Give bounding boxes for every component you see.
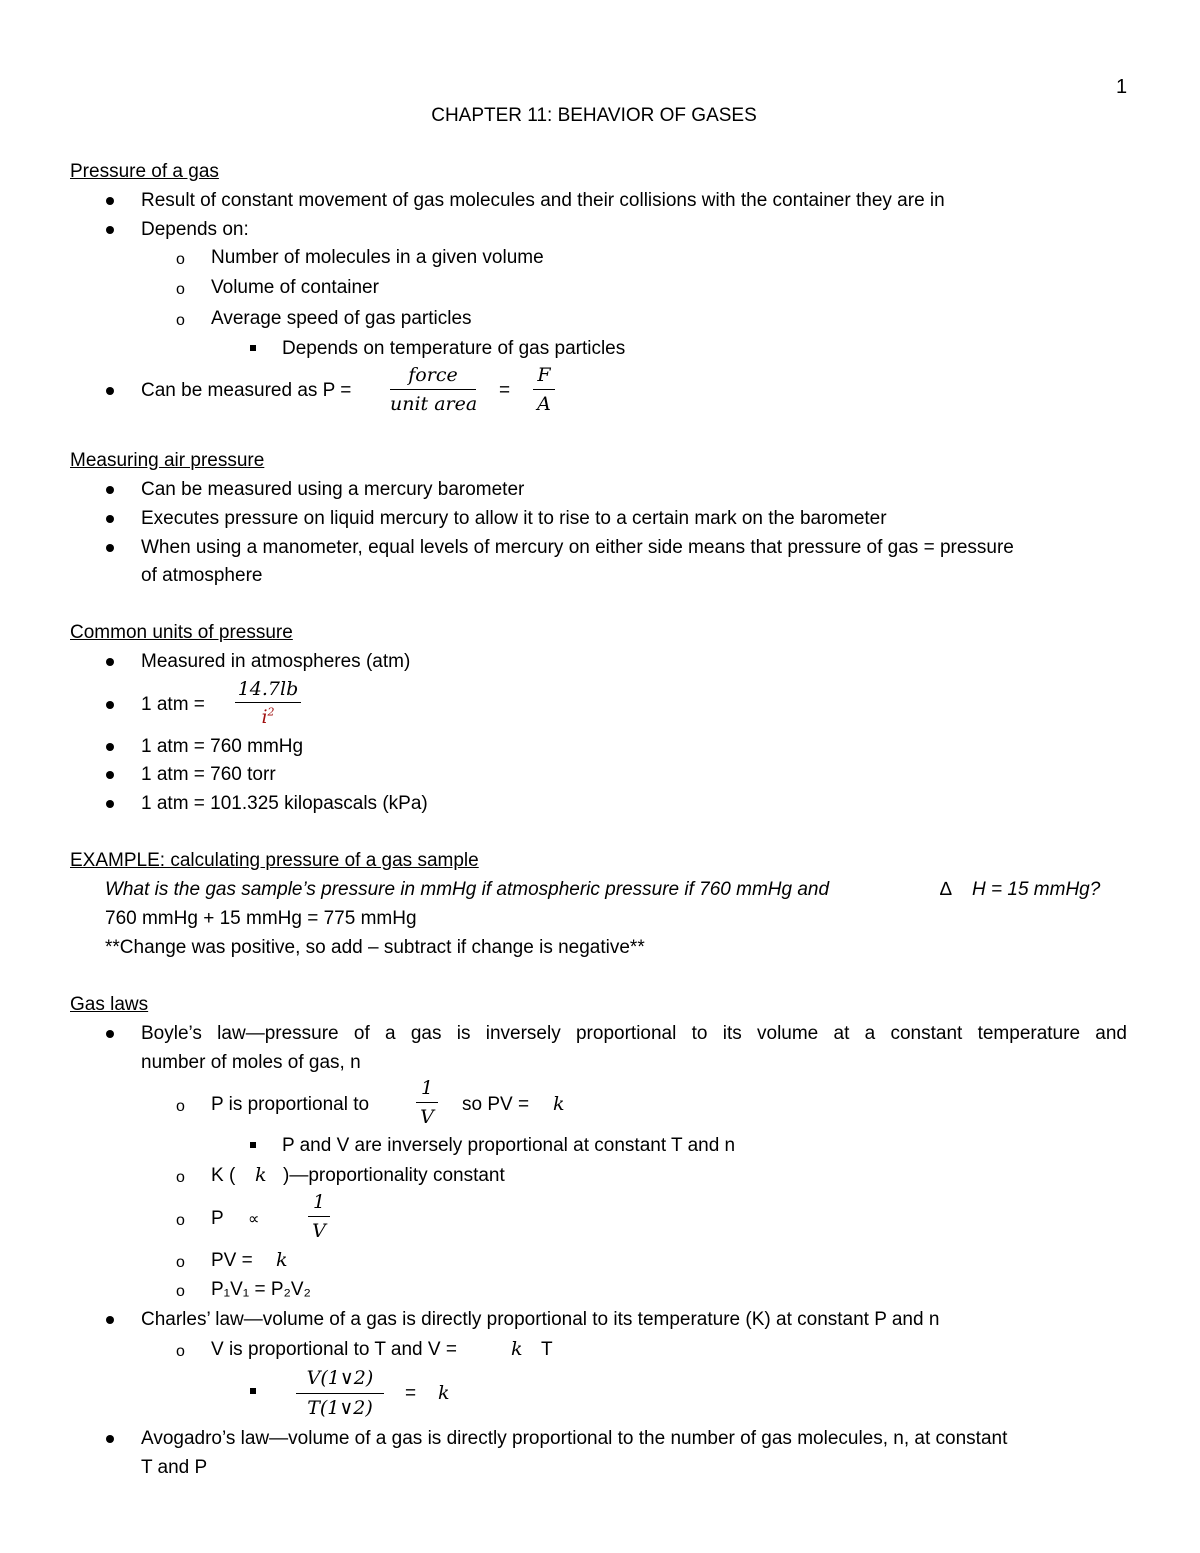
list-item-continuation: number of moles of gas, n bbox=[141, 1052, 361, 1073]
fraction-bar bbox=[390, 389, 476, 390]
bullet-icon bbox=[106, 387, 114, 395]
page-number: 1 bbox=[1116, 76, 1128, 98]
square-bullet-icon bbox=[250, 1142, 256, 1148]
section-heading-pressure: Pressure of a gas bbox=[70, 161, 219, 182]
fraction-bar bbox=[308, 1216, 330, 1217]
circle-bullet-icon: o bbox=[176, 1254, 185, 1271]
list-item: Charles’ law—volume of a gas is directly proportional to its temperature (K) at constant P and n bbox=[141, 1309, 940, 1330]
list-item: P₁V₁ = P₂V₂ bbox=[211, 1279, 311, 1300]
bullet-icon bbox=[106, 701, 114, 709]
list-item: Number of molecules in a given volume bbox=[211, 247, 544, 268]
fraction-numerator: force bbox=[408, 364, 458, 386]
fraction-denominator: T(1∨2) bbox=[307, 1397, 373, 1419]
bullet-icon bbox=[106, 1030, 114, 1038]
equals-sign: = bbox=[405, 1383, 417, 1404]
circle-bullet-icon: o bbox=[176, 1098, 185, 1115]
square-bullet-icon bbox=[250, 345, 256, 351]
circle-bullet-icon: o bbox=[176, 1169, 185, 1186]
bullet-icon bbox=[106, 197, 114, 205]
list-item: Avogadro’s law—volume of a gas is directly proportional to the number of gas molecules, n, at constant bbox=[141, 1428, 1008, 1449]
bullet-icon bbox=[106, 226, 114, 234]
list-item: Can be measured as P = bbox=[141, 380, 352, 401]
section-heading-gaslaws: Gas laws bbox=[70, 994, 149, 1015]
proportional-symbol: ∝ bbox=[248, 1211, 260, 1228]
page-title: CHAPTER 11: BEHAVIOR OF GASES bbox=[431, 105, 757, 126]
constant-k: k bbox=[511, 1338, 523, 1360]
fraction-denominator: V bbox=[312, 1220, 326, 1242]
fraction-numerator: 1 bbox=[420, 1077, 434, 1099]
list-item: Executes pressure on liquid mercury to allow it to rise to a certain mark on the barometer bbox=[141, 508, 887, 529]
list-item: P and V are inversely proportional at constant T and n bbox=[282, 1135, 736, 1156]
list-item: 1 atm = bbox=[141, 694, 205, 715]
circle-bullet-icon: o bbox=[176, 281, 185, 298]
bullet-icon bbox=[106, 486, 114, 494]
bullet-icon bbox=[106, 1435, 114, 1443]
list-item: Average speed of gas particles bbox=[211, 308, 472, 329]
example-answer: 760 mmHg + 15 mmHg = 775 mmHg bbox=[105, 908, 417, 929]
list-item: 1 atm = 101.325 kilopascals (kPa) bbox=[141, 793, 428, 814]
bullet-icon bbox=[106, 743, 114, 751]
constant-k: k bbox=[553, 1093, 565, 1115]
square-bullet-icon bbox=[250, 1388, 256, 1394]
section-heading-units: Common units of pressure bbox=[70, 622, 293, 643]
fraction-bar bbox=[296, 1393, 384, 1394]
fraction-denominator: unit area bbox=[390, 393, 478, 415]
list-item: Depends on temperature of gas particles bbox=[282, 338, 626, 359]
list-item-continuation: T and P bbox=[141, 1457, 208, 1478]
section-heading-example: EXAMPLE: calculating pressure of a gas sample bbox=[70, 850, 479, 871]
fraction-bar bbox=[533, 389, 555, 390]
fraction-numerator: 14.7lb bbox=[237, 678, 299, 700]
list-item: PV = bbox=[211, 1250, 253, 1271]
circle-bullet-icon: o bbox=[176, 312, 185, 329]
bullet-icon bbox=[106, 544, 114, 552]
fraction-bar bbox=[416, 1102, 438, 1103]
circle-bullet-icon: o bbox=[176, 1343, 185, 1360]
fraction-bar bbox=[235, 702, 301, 703]
list-item: V is proportional to T and V = bbox=[211, 1339, 457, 1360]
constant-k: k bbox=[255, 1164, 267, 1186]
fraction-denominator: A bbox=[537, 393, 551, 415]
list-item: 1 atm = 760 torr bbox=[141, 764, 276, 785]
list-item: Boyle’s law—pressure of a gas is inversely proportional to its volume at a constant temperature and bbox=[141, 1023, 1127, 1044]
fraction-numerator: V(1∨2) bbox=[306, 1367, 374, 1389]
list-item: Volume of container bbox=[211, 277, 379, 298]
list-item-continuation: of atmosphere bbox=[141, 565, 263, 586]
list-item: P is proportional to bbox=[211, 1094, 370, 1115]
list-item: When using a manometer, equal levels of mercury on either side means that pressure of gas = pressure bbox=[141, 537, 1014, 558]
list-item-text: )—proportionality constant bbox=[283, 1165, 505, 1186]
list-item: Depends on: bbox=[141, 219, 249, 240]
circle-bullet-icon: o bbox=[176, 251, 185, 268]
bullet-icon bbox=[106, 515, 114, 523]
fraction-denominator: V bbox=[420, 1106, 434, 1128]
bullet-icon bbox=[106, 800, 114, 808]
constant-k: k bbox=[276, 1249, 288, 1271]
list-item: K ( bbox=[211, 1165, 236, 1186]
example-note: **Change was positive, so add – subtract if change is negative** bbox=[105, 937, 645, 958]
example-question: What is the gas sample’s pressure in mmHg if atmospheric pressure if 760 mmHg and bbox=[105, 879, 830, 900]
bullet-icon bbox=[106, 771, 114, 779]
list-item: Can be measured using a mercury barometer bbox=[141, 479, 525, 500]
list-item-text: so PV = bbox=[462, 1094, 530, 1115]
delta-symbol: ∆ bbox=[940, 879, 952, 900]
circle-bullet-icon: o bbox=[176, 1283, 185, 1300]
list-item: Result of constant movement of gas molecules and their collisions with the container they are in bbox=[141, 190, 945, 211]
fraction-numerator: F bbox=[537, 364, 551, 386]
list-item: Measured in atmospheres (atm) bbox=[141, 651, 411, 672]
fraction-denominator: $i^2$ bbox=[261, 705, 275, 728]
bullet-icon bbox=[106, 1316, 114, 1324]
list-item-text: T bbox=[541, 1339, 553, 1360]
example-question-end: H = 15 mmHg? bbox=[972, 879, 1101, 900]
equals-sign: = bbox=[499, 380, 511, 401]
section-heading-measuring: Measuring air pressure bbox=[70, 450, 265, 471]
circle-bullet-icon: o bbox=[176, 1212, 185, 1229]
constant-k: k bbox=[438, 1382, 450, 1404]
list-item: P bbox=[211, 1208, 224, 1229]
fraction-numerator: 1 bbox=[312, 1191, 326, 1213]
list-item: 1 atm = 760 mmHg bbox=[141, 736, 304, 757]
bullet-icon bbox=[106, 658, 114, 666]
